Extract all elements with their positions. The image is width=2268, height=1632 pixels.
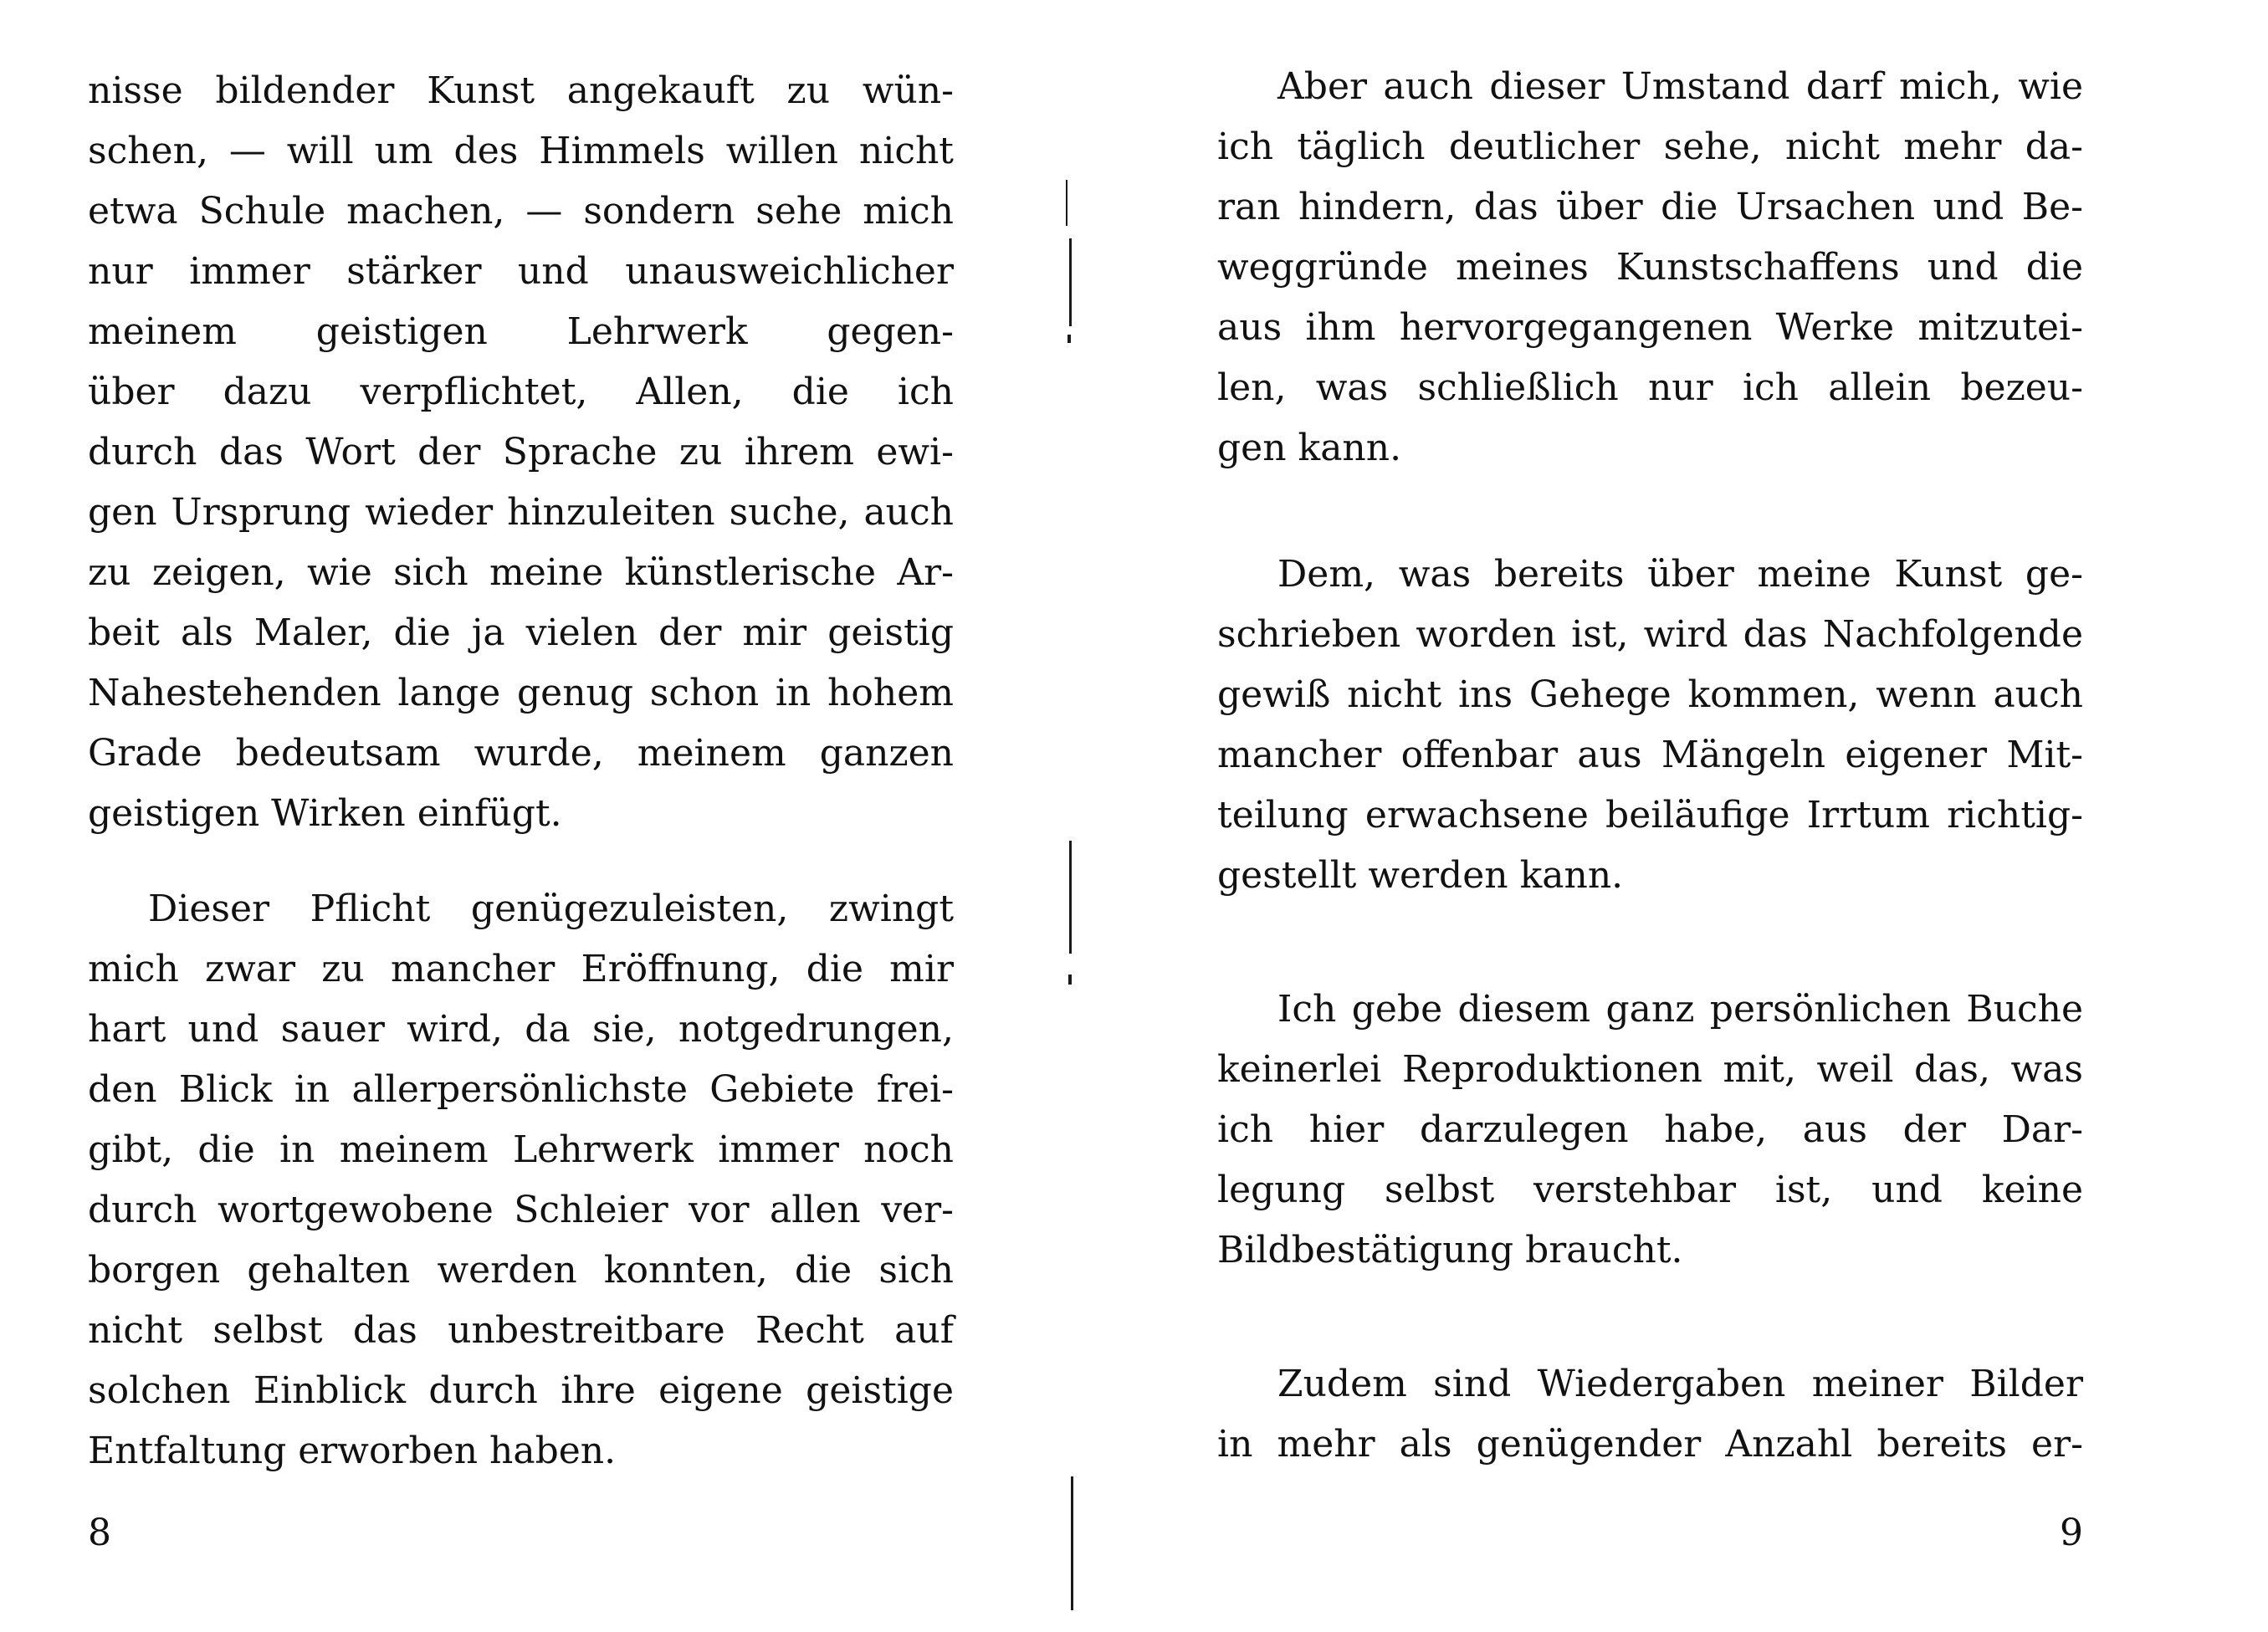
- paragraph-first-line: Dieser Pflicht genügezuleisten, zwingt: [148, 888, 954, 930]
- text-line: etwa Schule machen, — sondern sehe mich: [88, 190, 954, 233]
- text-line: gen kann.: [1217, 427, 1402, 469]
- text-line: Bildbestätigung braucht.: [1217, 1229, 1683, 1271]
- paragraph-first-line: Dem, was bereits über meine Kunst ge-: [1277, 553, 2083, 596]
- text-line: beit als Maler, die ja vielen der mir geistig: [88, 611, 954, 654]
- text-line: nisse bildender Kunst angekauft zu wün-: [88, 69, 954, 112]
- text-line: Nahestehenden lange genug schon in hohem: [88, 672, 954, 714]
- gutter-mark: [1071, 1476, 1073, 1610]
- text-line: nicht selbst das unbestreitbare Recht auf: [88, 1309, 954, 1352]
- text-line: solchen Einblick durch ihre eigene geistige: [88, 1369, 954, 1412]
- text-line: Grade bedeutsam wurde, meinem ganzen: [88, 732, 954, 775]
- text-line: mancher offenbar aus Mängeln eigener Mit-: [1217, 734, 2083, 776]
- text-line: den Blick in allerpersönlichste Gebiete frei-: [88, 1068, 954, 1111]
- text-line: gen Ursprung wieder hinzuleiten suche, auch: [88, 491, 954, 534]
- text-line: nur immer stärker und unausweichlicher: [88, 250, 954, 293]
- gutter-marks: [1054, 0, 1088, 1632]
- text-line: meinem geistigen Lehrwerk gegen-: [88, 310, 954, 353]
- text-line: geistigen Wirken einfügt.: [88, 792, 562, 835]
- text-line: gestellt werden kann.: [1217, 854, 1624, 897]
- text-line: mich zwar zu mancher Eröffnung, die mir: [88, 948, 954, 990]
- page-number-right: 9: [2060, 1512, 2083, 1554]
- paragraph-first-line: Ich gebe diesem ganz persönlichen Buche: [1277, 988, 2083, 1031]
- text-line: Entfaltung erworben haben.: [88, 1430, 617, 1472]
- gutter-mark: [1066, 180, 1067, 226]
- text-line: legung selbst verstehbar ist, und keine: [1217, 1169, 2083, 1211]
- text-line: gewiß nicht ins Gehege kommen, wenn auch: [1217, 673, 2083, 716]
- paragraph-first-line: Aber auch dieser Umstand darf mich, wie: [1277, 65, 2083, 108]
- text-line: teilung erwachsene beiläufige Irrtum richtig-: [1217, 794, 2083, 836]
- text-line: aus ihm hervorgegangenen Werke mitzutei-: [1217, 306, 2083, 349]
- text-line: schrieben worden ist, wird das Nachfolgende: [1217, 613, 2083, 656]
- text-line: hart und sauer wird, da sie, notgedrungen,: [88, 1008, 954, 1051]
- text-line: ich hier darzulegen habe, aus der Dar-: [1217, 1108, 2083, 1151]
- text-line: borgen gehalten werden konnten, die sich: [88, 1249, 954, 1292]
- text-line: über dazu verpflichtet, Allen, die ich: [88, 371, 954, 413]
- text-line: in mehr als genügender Anzahl bereits er-: [1217, 1423, 2083, 1466]
- text-line: zu zeigen, wie sich meine künstlerische Ar-: [88, 551, 954, 594]
- paragraph-first-line: Zudem sind Wiedergaben meiner Bilder: [1277, 1363, 2083, 1405]
- text-line: keinerlei Reproduktionen mit, weil das, was: [1217, 1048, 2083, 1091]
- page-number-left: 8: [88, 1512, 111, 1554]
- text-line: ran hindern, das über die Ursachen und Be-: [1217, 186, 2083, 228]
- gutter-mark: [1069, 841, 1072, 954]
- text-line: weggründe meines Kunstschaffens und die: [1217, 246, 2083, 289]
- gutter-mark: [1068, 975, 1072, 985]
- text-line: gibt, die in meinem Lehrwerk immer noch: [88, 1128, 954, 1171]
- text-line: len, was schließlich nur ich allein bezeu-: [1217, 366, 2083, 409]
- text-line: durch das Wort der Sprache zu ihrem ewi-: [88, 431, 954, 473]
- gutter-mark: [1069, 238, 1072, 326]
- text-line: ich täglich deutlicher sehe, nicht mehr da-: [1217, 125, 2083, 168]
- text-line: schen, — will um des Himmels willen nicht: [88, 130, 954, 172]
- gutter-mark: [1067, 335, 1071, 343]
- text-line: durch wortgewobene Schleier vor allen ver-: [88, 1189, 954, 1231]
